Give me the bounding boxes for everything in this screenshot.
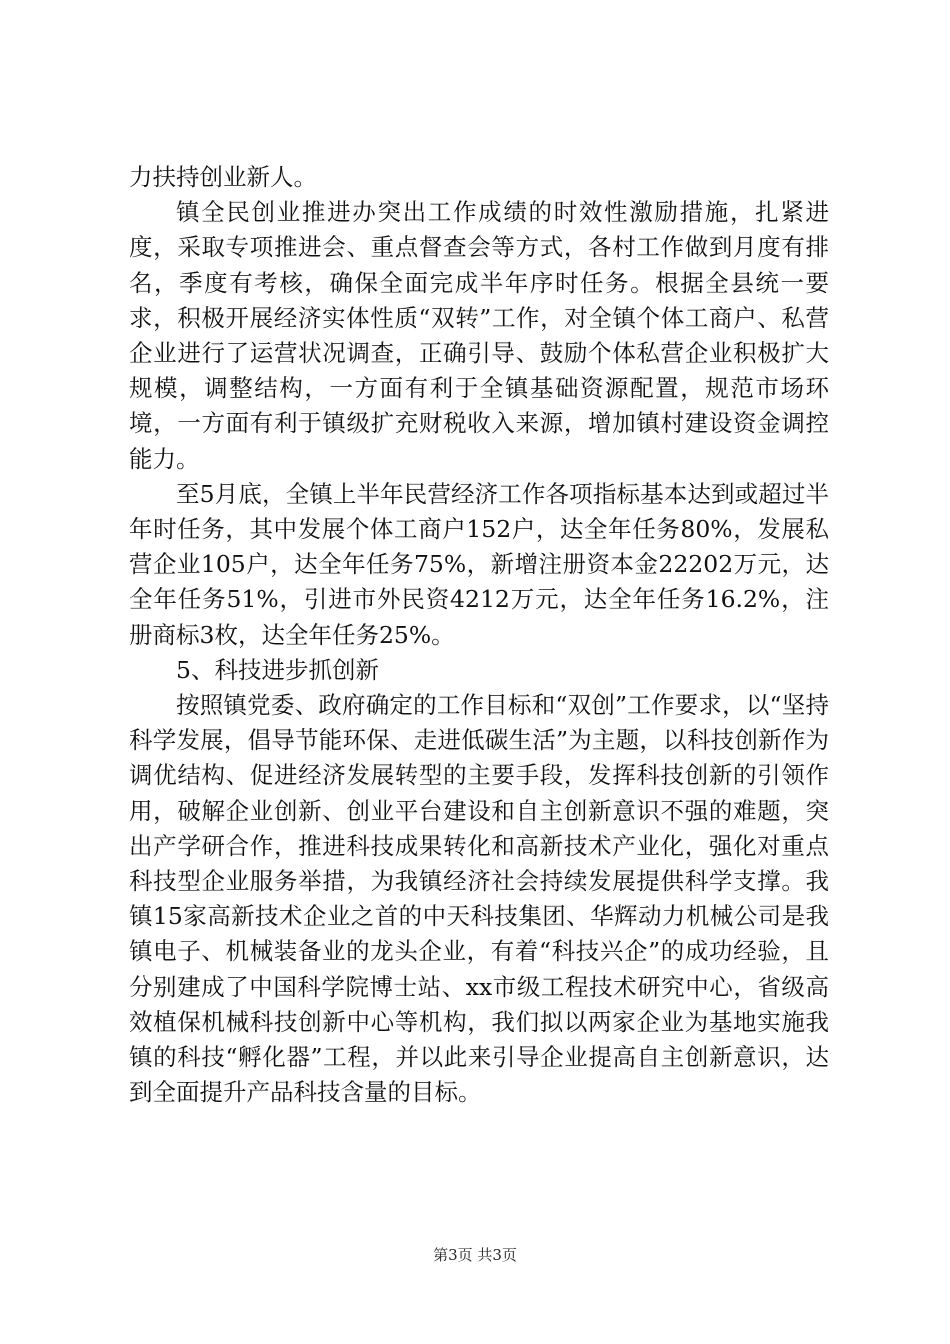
document-body [129, 160, 829, 1110]
paragraph-incentive-measures: 镇全民创业推进办突出工作成绩的时效性激励措施，扎紧进度，采取专项推进会、重点督查会等方式，各村工作做到月度有排名，季度有考核，确保全面完成半年序时任务。根据全县统一要求，积极开展经济实体性质“双转”工作，对全镇个体工商户、私营企业进行了运营状况调查，正确引导、鼓励个体私营企业积极扩大规模，调整结构，一方面有利于全镇基础资源配置，规范市场环境，一方面有利于镇级扩充财税收入来源，增加镇村建设资金调控能力。 [129, 198, 829, 473]
paragraph-continuation: 力扶持创业新人。 [129, 163, 317, 191]
page-number-label: 第3页 共3页 [433, 1246, 517, 1264]
page-footer [0, 1245, 950, 1265]
section-heading-tech-innovation: 5、科技进步抓创新 [176, 655, 379, 684]
paragraph-tech-innovation: 按照镇党委、政府确定的工作目标和“双创”工作要求，以“坚持科学发展，倡导节能环保、走进低碳生活”为主题，以科技创新作为调优结构、促进经济发展转型的主要手段，发挥科技创新的引领作用，破解企业创新、创业平台建设和自主创新意识不强的难题，突出产学研合作，推进科技成果转化和高新技术产业化，强化对重点科技型企业服务举措，为我镇经济社会持续发展提供科学支撑。我镇15家高新技术企业之首的中天科技集团、华辉动力机械公司是我镇电子、机械装备业的龙头企业，有着“科技兴企”的成功经验，且分别建成了中国科学院博士站、xx市级工程技术研究中心，省级高效植保机械科技创新中心等机构，我们拟以两家企业为基地实施我镇的科技“孵化器”工程，并以此来引导企业提高自主创新意识，达到全面提升产品科技含量的目标。 [129, 691, 829, 1107]
paragraph-may-statistics: 至5月底，全镇上半年民营经济工作各项指标基本达到或超过半年时任务，其中发展个体工商户152户，达全年任务80%，发展私营企业105户，达全年任务75%，新增注册资本金22202万元，达全年任务51%，引进市外民资4212万元，达全年任务16.2%，注册商标3枚，达全年任务25%。 [129, 479, 829, 649]
